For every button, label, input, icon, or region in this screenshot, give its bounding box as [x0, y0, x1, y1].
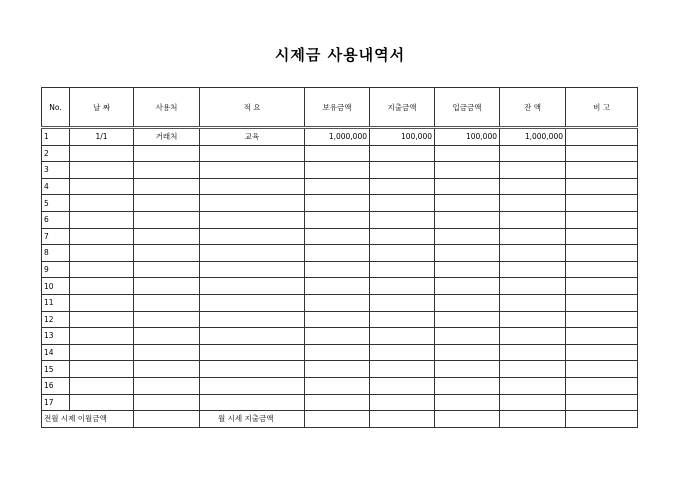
header-description: 적 요	[200, 88, 305, 128]
cell-vendor[interactable]	[134, 261, 200, 278]
cell-vendor[interactable]	[134, 178, 200, 195]
cell-spent[interactable]	[370, 278, 435, 295]
header-row	[42, 88, 638, 128]
cell-date[interactable]	[70, 394, 134, 411]
cell-spent[interactable]: 100,000	[370, 128, 435, 146]
cell-no: 12	[42, 311, 70, 328]
cell-date[interactable]	[70, 228, 134, 245]
cell-note[interactable]	[566, 328, 638, 345]
cell-spent[interactable]	[370, 261, 435, 278]
cell-spent[interactable]	[370, 294, 435, 311]
cell-no: 15	[42, 361, 70, 378]
cell-no: 16	[42, 377, 70, 394]
cell-note[interactable]	[566, 211, 638, 228]
cell-vendor[interactable]	[134, 311, 200, 328]
cell-deposit[interactable]	[435, 162, 500, 179]
cell-spent[interactable]	[370, 344, 435, 361]
cell-note[interactable]	[566, 162, 638, 179]
cell-held[interactable]	[305, 245, 370, 262]
cell-date[interactable]: 1/1	[70, 128, 134, 146]
cell-no: 6	[42, 211, 70, 228]
cell-balance[interactable]	[500, 377, 566, 394]
cell-date[interactable]	[70, 278, 134, 295]
cell-description[interactable]	[200, 394, 305, 411]
cell-date[interactable]	[70, 195, 134, 212]
cell-held[interactable]	[305, 162, 370, 179]
cell-date[interactable]	[70, 261, 134, 278]
cell-balance[interactable]	[500, 328, 566, 345]
header-vendor: 사용처	[134, 88, 200, 128]
cell-no: 2	[42, 145, 70, 162]
cell-deposit[interactable]	[435, 344, 500, 361]
footer-row	[42, 411, 638, 428]
cell-deposit[interactable]	[435, 394, 500, 411]
cell-spent[interactable]	[370, 377, 435, 394]
cell-description[interactable]	[200, 245, 305, 262]
cell-date[interactable]	[70, 311, 134, 328]
cell-note[interactable]	[566, 394, 638, 411]
cell-no: 5	[42, 195, 70, 212]
cell-no: 11	[42, 294, 70, 311]
cell-description[interactable]	[200, 195, 305, 212]
cell-date[interactable]	[70, 145, 134, 162]
cell-description[interactable]	[200, 178, 305, 195]
cell-no: 8	[42, 245, 70, 262]
cell-spent[interactable]	[370, 245, 435, 262]
cell-description[interactable]	[200, 145, 305, 162]
cell-deposit[interactable]	[435, 178, 500, 195]
cell-balance[interactable]	[500, 245, 566, 262]
header-spent: 지출금액	[370, 88, 435, 128]
table-row	[42, 245, 638, 262]
cell-vendor[interactable]	[134, 228, 200, 245]
cell-description[interactable]	[200, 162, 305, 179]
cell-held[interactable]	[305, 195, 370, 212]
cell-held[interactable]	[305, 261, 370, 278]
header-date: 날 짜	[70, 88, 134, 128]
cell-held[interactable]	[305, 278, 370, 295]
cell-vendor[interactable]	[134, 245, 200, 262]
cell-description[interactable]	[200, 344, 305, 361]
header-balance: 잔 액	[500, 88, 566, 128]
cell-note[interactable]	[566, 344, 638, 361]
cell-held[interactable]	[305, 311, 370, 328]
cell-held[interactable]	[305, 178, 370, 195]
cell-deposit[interactable]	[435, 361, 500, 378]
prev-month-value[interactable]	[134, 411, 200, 428]
cell-description[interactable]	[200, 361, 305, 378]
cell-vendor[interactable]	[134, 344, 200, 361]
table-row	[42, 294, 638, 311]
cell-deposit[interactable]: 100,000	[435, 128, 500, 146]
cell-vendor[interactable]	[134, 195, 200, 212]
cell-held[interactable]	[305, 377, 370, 394]
table-row	[42, 178, 638, 195]
cell-spent[interactable]	[370, 145, 435, 162]
cell-vendor[interactable]	[134, 211, 200, 228]
footer-cell[interactable]	[566, 411, 638, 428]
cell-no: 3	[42, 162, 70, 179]
cell-vendor[interactable]	[134, 394, 200, 411]
cell-no: 4	[42, 178, 70, 195]
cell-no: 7	[42, 228, 70, 245]
header-deposit: 입금금액	[435, 88, 500, 128]
cell-description[interactable]: 교육	[200, 128, 305, 146]
cell-held[interactable]	[305, 228, 370, 245]
cell-description[interactable]	[200, 261, 305, 278]
cell-deposit[interactable]	[435, 228, 500, 245]
cell-balance[interactable]	[500, 195, 566, 212]
cell-no: 9	[42, 261, 70, 278]
cell-deposit[interactable]	[435, 245, 500, 262]
cell-balance[interactable]	[500, 311, 566, 328]
table-row	[42, 162, 638, 179]
cell-vendor[interactable]	[134, 278, 200, 295]
cell-vendor[interactable]: 거래처	[134, 128, 200, 146]
cell-note[interactable]	[566, 278, 638, 295]
cell-balance[interactable]	[500, 294, 566, 311]
table-row	[42, 278, 638, 295]
cell-description[interactable]	[200, 294, 305, 311]
cell-date[interactable]	[70, 211, 134, 228]
cell-balance[interactable]	[500, 394, 566, 411]
cell-description[interactable]	[200, 377, 305, 394]
cell-deposit[interactable]	[435, 328, 500, 345]
cell-description[interactable]	[200, 228, 305, 245]
cell-balance[interactable]	[500, 344, 566, 361]
cell-held[interactable]	[305, 394, 370, 411]
cell-deposit[interactable]	[435, 195, 500, 212]
page-title: 시제금 사용내역서	[274, 46, 406, 64]
cell-note[interactable]	[566, 311, 638, 328]
month-spent-label: 월 시세 지출금액	[200, 411, 305, 428]
cell-spent[interactable]	[370, 178, 435, 195]
cell-note[interactable]	[566, 261, 638, 278]
cell-note[interactable]	[566, 294, 638, 311]
table-row	[42, 344, 638, 361]
cell-note[interactable]	[566, 361, 638, 378]
cell-held[interactable]	[305, 328, 370, 345]
cell-spent[interactable]	[370, 228, 435, 245]
cell-held[interactable]	[305, 344, 370, 361]
header-held: 보유금액	[305, 88, 370, 128]
cell-spent[interactable]	[370, 311, 435, 328]
cell-description[interactable]	[200, 278, 305, 295]
cell-deposit[interactable]	[435, 278, 500, 295]
cell-vendor[interactable]	[134, 328, 200, 345]
footer-cell[interactable]	[435, 411, 500, 428]
table-row	[42, 361, 638, 378]
cell-date[interactable]	[70, 294, 134, 311]
cell-description[interactable]	[200, 211, 305, 228]
cell-vendor[interactable]	[134, 162, 200, 179]
cell-date[interactable]	[70, 328, 134, 345]
table-row	[42, 228, 638, 245]
table-row	[42, 195, 638, 212]
cell-spent[interactable]	[370, 211, 435, 228]
footer-cell[interactable]	[370, 411, 435, 428]
table-row	[42, 394, 638, 411]
cell-no: 17	[42, 394, 70, 411]
cell-note[interactable]	[566, 377, 638, 394]
cell-vendor[interactable]	[134, 361, 200, 378]
cell-spent[interactable]	[370, 394, 435, 411]
cell-deposit[interactable]	[435, 211, 500, 228]
table-row	[42, 211, 638, 228]
cell-no: 10	[42, 278, 70, 295]
ledger-table	[41, 87, 638, 428]
prev-month-label: 전월 시제 이월금액	[42, 411, 134, 428]
cell-date[interactable]	[70, 344, 134, 361]
cell-balance[interactable]	[500, 278, 566, 295]
cell-no: 14	[42, 344, 70, 361]
cell-spent[interactable]	[370, 195, 435, 212]
table-row	[42, 145, 638, 162]
cell-held[interactable]: 1,000,000	[305, 128, 370, 146]
cell-date[interactable]	[70, 377, 134, 394]
month-spent-value[interactable]	[305, 411, 370, 428]
cell-balance[interactable]: 1,000,000	[500, 128, 566, 146]
table-row	[42, 311, 638, 328]
cell-balance[interactable]	[500, 361, 566, 378]
cell-balance[interactable]	[500, 261, 566, 278]
table-row	[42, 328, 638, 345]
cell-date[interactable]	[70, 178, 134, 195]
cell-vendor[interactable]	[134, 294, 200, 311]
cell-held[interactable]	[305, 294, 370, 311]
cell-deposit[interactable]	[435, 145, 500, 162]
table-row	[42, 261, 638, 278]
cell-vendor[interactable]	[134, 377, 200, 394]
header-no: No.	[42, 88, 70, 128]
cell-note[interactable]	[566, 128, 638, 146]
footer-cell[interactable]	[500, 411, 566, 428]
cell-note[interactable]	[566, 145, 638, 162]
cell-held[interactable]	[305, 145, 370, 162]
cell-spent[interactable]	[370, 361, 435, 378]
cell-deposit[interactable]	[435, 261, 500, 278]
cell-deposit[interactable]	[435, 294, 500, 311]
cell-vendor[interactable]	[134, 145, 200, 162]
cell-spent[interactable]	[370, 328, 435, 345]
cell-date[interactable]	[70, 245, 134, 262]
cell-held[interactable]	[305, 211, 370, 228]
cell-description[interactable]	[200, 311, 305, 328]
cell-balance[interactable]	[500, 162, 566, 179]
cell-deposit[interactable]	[435, 377, 500, 394]
cell-no: 1	[42, 128, 70, 146]
cell-balance[interactable]	[500, 178, 566, 195]
cell-note[interactable]	[566, 245, 638, 262]
table-row	[42, 377, 638, 394]
cell-held[interactable]	[305, 361, 370, 378]
cell-date[interactable]	[70, 361, 134, 378]
cell-spent[interactable]	[370, 162, 435, 179]
header-note: 비 고	[566, 88, 638, 128]
cell-balance[interactable]	[500, 211, 566, 228]
cell-balance[interactable]	[500, 145, 566, 162]
cell-balance[interactable]	[500, 228, 566, 245]
cell-note[interactable]	[566, 178, 638, 195]
cell-no: 13	[42, 328, 70, 345]
cell-date[interactable]	[70, 162, 134, 179]
cell-note[interactable]	[566, 228, 638, 245]
cell-note[interactable]	[566, 195, 638, 212]
cell-description[interactable]	[200, 328, 305, 345]
cell-deposit[interactable]	[435, 311, 500, 328]
table-row	[42, 128, 638, 146]
